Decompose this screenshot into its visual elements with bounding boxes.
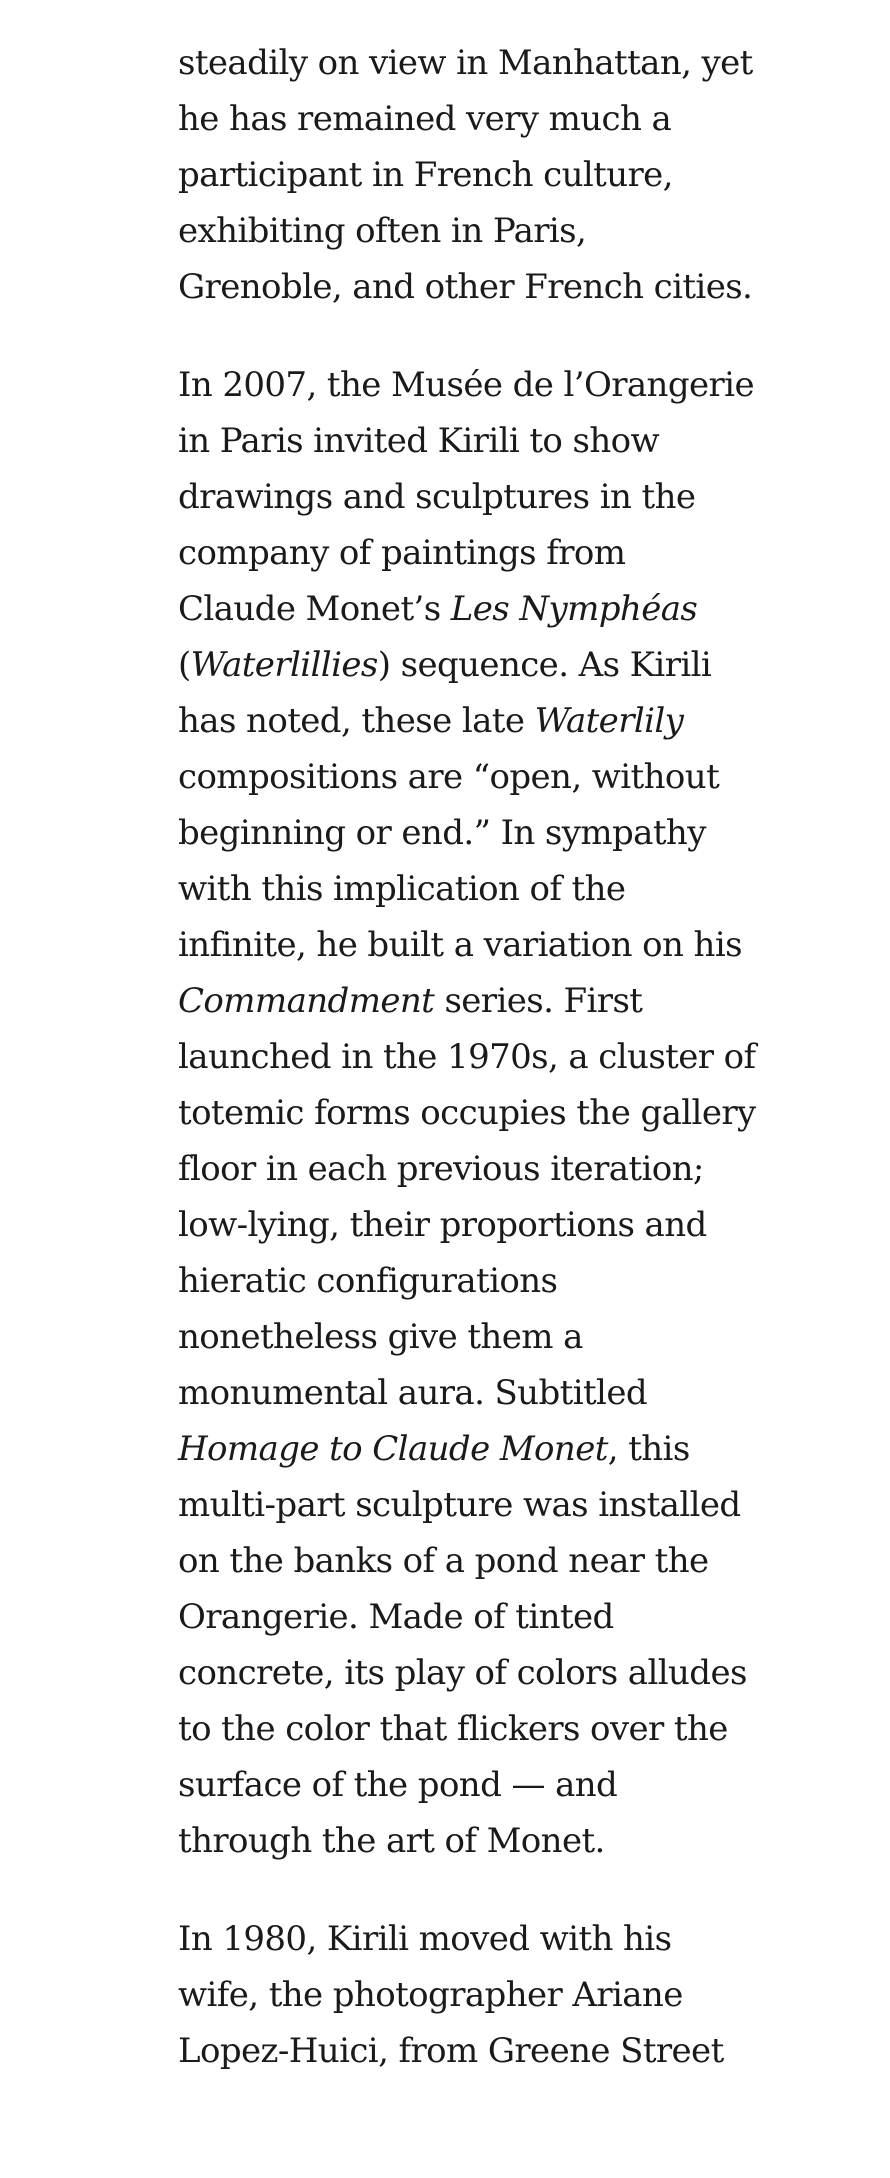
text-line (178, 147, 758, 203)
text-line (178, 861, 758, 917)
text-line (178, 469, 758, 525)
text-line (178, 413, 758, 469)
text-segment: to the color that flickers over the (178, 1709, 728, 1749)
text-segment: in Paris invited Kirili to show (178, 421, 660, 461)
text-segment: hieratic configurations (178, 1261, 558, 1301)
text-line (178, 1701, 758, 1757)
text-segment: floor in each previous iteration; (178, 1149, 704, 1189)
text-line (178, 525, 758, 581)
article-paragraph (178, 357, 758, 1869)
text-segment: Orangerie. Made of tinted (178, 1597, 614, 1637)
text-segment: In 2007, the Musée de l’Orangerie (178, 365, 754, 405)
text-segment: he has remained very much a (178, 99, 672, 139)
text-segment: concrete, its play of colors alludes (178, 1653, 747, 1693)
text-line (178, 259, 758, 315)
text-line (178, 2023, 758, 2079)
text-segment: exhibiting often in Paris, (178, 211, 587, 251)
text-segment: compositions are “open, without (178, 757, 720, 797)
text-segment: low-lying, their proportions and (178, 1205, 707, 1245)
text-segment: Claude Monet’s (178, 589, 451, 629)
italic-title-text: Les Nymphéas (450, 589, 698, 629)
article-body (178, 35, 758, 2079)
text-segment: through the art of Monet. (178, 1821, 605, 1861)
text-segment: , this (607, 1429, 690, 1469)
text-segment: In 1980, Kirili moved with his (178, 1919, 672, 1959)
text-line (178, 357, 758, 413)
text-segment: wife, the photographer Ariane (178, 1975, 683, 2015)
text-segment: drawings and sculptures in the (178, 477, 696, 517)
text-segment: infinite, he built a variation on his (178, 925, 742, 965)
text-line (178, 35, 758, 91)
italic-title-text: Waterlillies (190, 645, 378, 685)
text-segment: has noted, these late (178, 701, 535, 741)
text-segment: Lopez-Huici, from Greene Street (178, 2031, 724, 2071)
text-segment: totemic forms occupies the gallery (178, 1093, 756, 1133)
text-line (178, 91, 758, 147)
text-line (178, 1813, 758, 1869)
text-segment: steadily on view in Manhattan, yet (178, 43, 753, 83)
text-line (178, 1421, 758, 1477)
article-paragraph (178, 35, 758, 315)
italic-title-text: Commandment (178, 981, 435, 1021)
text-line (178, 1533, 758, 1589)
text-line (178, 1911, 758, 1967)
text-line (178, 1757, 758, 1813)
text-segment: company of paintings from (178, 533, 626, 573)
text-segment: with this implication of the (178, 869, 626, 909)
text-line (178, 693, 758, 749)
text-segment: on the banks of a pond near the (178, 1541, 709, 1581)
text-segment: surface of the pond — and (178, 1765, 618, 1805)
italic-title-text: Homage to Claude Monet (178, 1429, 608, 1469)
text-segment: multi-part sculpture was installed (178, 1485, 741, 1525)
text-line (178, 203, 758, 259)
text-segment: beginning or end.” In sympathy (178, 813, 706, 853)
text-line (178, 973, 758, 1029)
text-line (178, 1197, 758, 1253)
text-segment: Grenoble, and other French cities. (178, 267, 753, 307)
text-line (178, 581, 758, 637)
text-line (178, 1029, 758, 1085)
text-line (178, 637, 758, 693)
text-segment: ) sequence. As Kirili (377, 645, 712, 685)
text-line (178, 917, 758, 973)
text-segment: series. First (434, 981, 643, 1021)
text-line (178, 805, 758, 861)
text-line (178, 1645, 758, 1701)
text-segment: participant in French culture, (178, 155, 673, 195)
text-line (178, 1253, 758, 1309)
text-line (178, 1365, 758, 1421)
text-line (178, 749, 758, 805)
text-line (178, 1309, 758, 1365)
article-paragraph (178, 1911, 758, 2079)
text-segment: ( (178, 645, 191, 685)
text-segment: launched in the 1970s, a cluster of (178, 1037, 756, 1077)
text-line (178, 1141, 758, 1197)
text-segment: nonetheless give them a (178, 1317, 583, 1357)
text-line (178, 1477, 758, 1533)
text-segment: monumental aura. Subtitled (178, 1373, 647, 1413)
text-line (178, 1085, 758, 1141)
text-line (178, 1589, 758, 1645)
italic-title-text: Waterlily (534, 701, 684, 741)
text-line (178, 1967, 758, 2023)
